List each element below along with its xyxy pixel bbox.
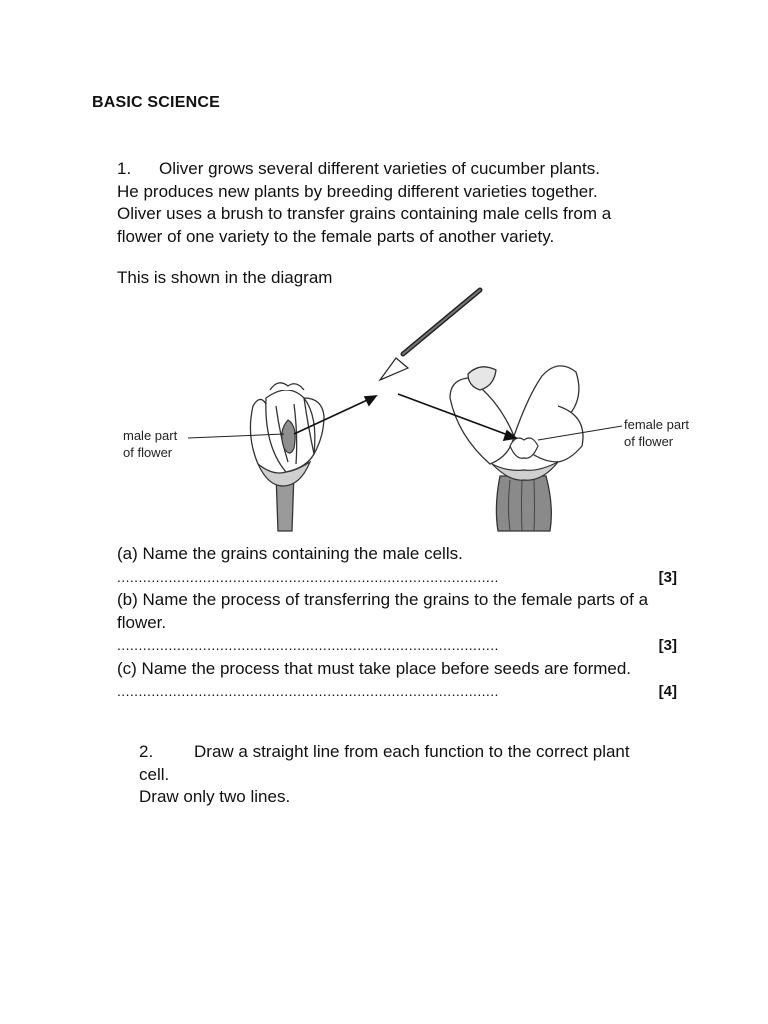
part-c-answer-line[interactable]: ......................................................................................... [4]	[117, 680, 677, 704]
question-2-line-3: Draw only two lines.	[139, 787, 291, 806]
part-b-question: (b) Name the process of transferring the grains to the female parts of a	[117, 590, 649, 609]
part-a-question: (a) Name the grains containing the male cells.	[117, 544, 463, 563]
question-1-line-1: 1. Oliver grows several different varieties of cucumber plants.	[117, 158, 677, 181]
question-2-number: 2.	[139, 742, 154, 761]
question-2-line-1: 2. Draw a straight line from each function to the correct plant	[139, 741, 659, 764]
part-a	[117, 543, 677, 589]
question-1-line-4: flower of one variety to the female parts of another variety.	[117, 226, 555, 246]
question-1-line-3: Oliver uses a brush to transfer grains containing male cells from a	[117, 204, 612, 223]
question-2	[139, 741, 659, 809]
part-c-marks: [4]	[658, 683, 677, 700]
male-part-label: male part of flower	[123, 428, 178, 460]
question-1-line-2: He produces new plants by breeding different varieties together.	[117, 181, 598, 201]
page-heading: BASIC SCIENCE	[92, 94, 220, 111]
pollination-illustration	[118, 286, 708, 536]
part-b-question-cont: flower.	[117, 612, 167, 632]
part-b-answer-line[interactable]: ......................................................................................... [3]	[117, 634, 677, 658]
question-2-line-2: cell.	[139, 764, 170, 784]
question-1-parts	[117, 543, 677, 704]
part-c	[117, 658, 677, 704]
part-b	[117, 589, 677, 658]
female-part-label: female part of flower	[624, 417, 690, 449]
diagram-intro: This is shown in the diagram	[117, 268, 333, 287]
part-b-marks: [3]	[658, 637, 677, 654]
part-c-question: (c) Name the process that must take place before seeds are formed.	[117, 658, 632, 678]
question-1-number: 1.	[117, 159, 132, 178]
pollination-diagram	[118, 286, 708, 536]
part-a-answer-line[interactable]: ......................................................................................... [3]	[117, 566, 677, 590]
question-1	[117, 158, 677, 248]
part-a-marks: [3]	[658, 568, 677, 586]
female-flower-ovary	[496, 476, 551, 531]
paint-brush	[380, 290, 480, 380]
